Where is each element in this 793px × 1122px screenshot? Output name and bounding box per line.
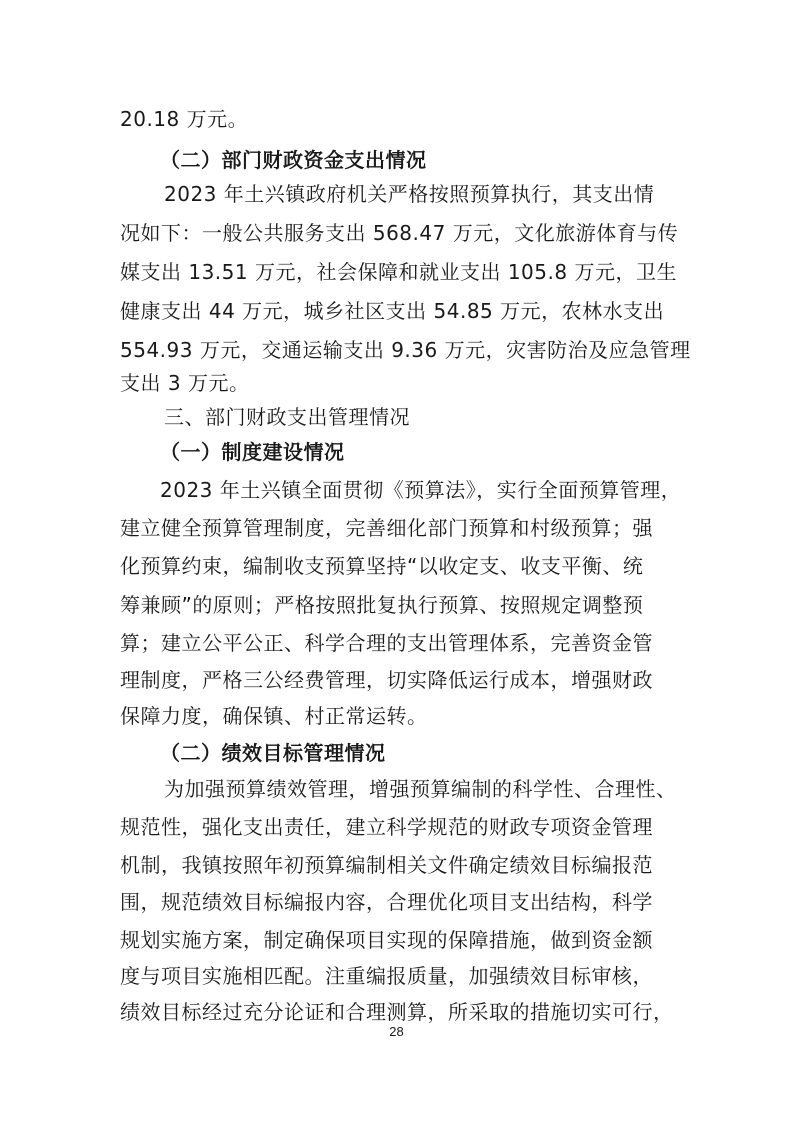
section-heading: （二）部门财政资金支出情况	[160, 148, 427, 172]
paragraph-line: 媒支出 13.51 万元，社会保障和就业支出 105.8 万元，卫生	[120, 260, 677, 284]
paragraph-line: 2023 年土兴镇全面贯彻《预算法》，实行全面预算管理，	[160, 478, 682, 502]
chapter-heading: 三、部门财政支出管理情况	[164, 405, 410, 429]
paragraph-line: 554.93 万元，交通运输支出 9.36 万元，灾害防治及应急管理	[120, 338, 691, 362]
paragraph-line: 算；建立公平公正、科学合理的支出管理体系，完善资金管	[120, 631, 653, 655]
section-heading: （一）制度建设情况	[160, 440, 345, 464]
paragraph-line: 规划实施方案，制定确保项目实现的保障措施，做到资金额	[120, 928, 653, 952]
paragraph-line: 健康支出 44 万元，城乡社区支出 54.85 万元，农林水支出	[120, 299, 665, 323]
paragraph-line: 机制，我镇按照年初预算编制相关文件确定绩效目标编报范	[120, 853, 653, 877]
paragraph-line: 绩效目标经过充分论证和合理测算，所采取的措施切实可行，	[120, 1000, 674, 1024]
page-number: 28	[389, 1024, 404, 1039]
paragraph-line: 况如下：一般公共服务支出 568.47 万元，文化旅游体育与传	[120, 221, 679, 245]
paragraph-line: 支出 3 万元。	[120, 371, 250, 395]
text-line: 20.18 万元。	[120, 107, 249, 131]
paragraph-line: 规范性，强化支出责任，建立科学规范的财政专项资金管理	[120, 815, 653, 839]
paragraph-line: 围，规范绩效目标编报内容，合理优化项目支出结构，科学	[120, 890, 653, 914]
paragraph-line: 建立健全预算管理制度，完善细化部门预算和村级预算；强	[120, 516, 653, 540]
section-heading: （二）绩效目标管理情况	[160, 741, 386, 765]
paragraph-line: 2023 年土兴镇政府机关严格按照预算执行，其支出情	[164, 182, 655, 206]
paragraph-line: 保障力度，确保镇、村正常运转。	[120, 704, 428, 728]
paragraph-line: 筹兼顾”的原则；严格按照批复执行预算、按照规定调整预	[120, 593, 644, 617]
paragraph-line: 度与项目实施相匹配。注重编报质量，加强绩效目标审核，	[120, 964, 653, 988]
paragraph-line: 为加强预算绩效管理，增强预算编制的科学性、合理性、	[164, 777, 677, 801]
paragraph-line: 化预算约束，编制收支预算坚持“以收定支、收支平衡、统	[120, 554, 644, 578]
paragraph-line: 理制度，严格三公经费管理，切实降低运行成本，增强财政	[120, 668, 653, 692]
